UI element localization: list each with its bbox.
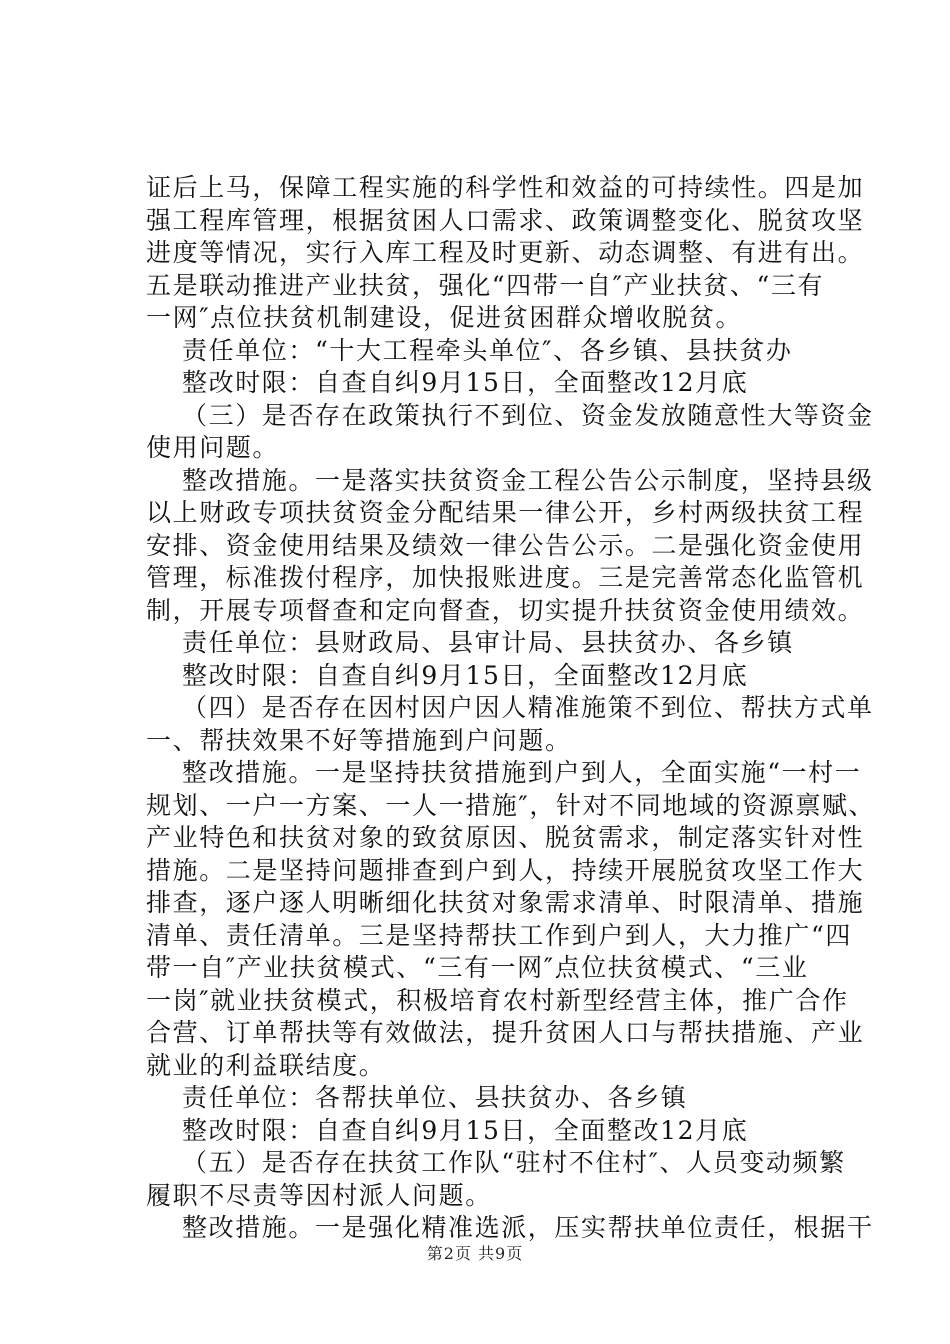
- text-line: 责任单位：县财政局、县审计局、县扶贫办、各乡镇: [182, 628, 794, 657]
- text-line: （三）是否存在政策执行不到位、资金发放随意性大等资金: [182, 400, 874, 430]
- text-line: 清单、责任清单。三是坚持帮扶工作到户到人，大力推广“四: [146, 920, 852, 950]
- text-line: 责任单位：各帮扶单位、县扶贫办、各乡镇: [182, 1083, 688, 1112]
- text-line: 管理，标准拨付程序，加快报账进度。三是完善常态化监管机: [146, 563, 865, 592]
- text-line: 一、帮扶效果不好等措施到户问题。: [146, 725, 572, 755]
- text-line: 规划、一户一方案、一人一措施″，针对不同地域的资源禀赋、: [146, 790, 876, 820]
- text-line: 产业特色和扶贫对象的致贫原因、脱贫需求，制定落实针对性: [146, 823, 865, 852]
- text-line: 排查，逐户逐人明晰细化扶贫对象需求清单、时限清单、措施: [146, 888, 865, 917]
- text-line: 安排、资金使用结果及绩效一律公告公示。二是强化资金使用: [146, 530, 865, 560]
- text-line: 整改时限：自查自纠9月15日，全面整改12月底: [182, 368, 749, 397]
- text-line: 履职不尽责等因村派人问题。: [146, 1180, 492, 1210]
- text-line: 合营、订单帮扶等有效做法，提升贫困人口与帮扶措施、产业: [146, 1018, 865, 1047]
- text-line: 带一自″产业扶贫模式、“三有一网″点位扶贫模式、“三业: [146, 953, 809, 982]
- text-line: 证后上马，保障工程实施的科学性和效益的可持续性。四是加: [146, 173, 865, 202]
- text-line: 整改措施。一是坚持扶贫措施到户到人，全面实施“一村一: [182, 758, 862, 787]
- text-line: 整改措施。一是强化精准选派，压实帮扶单位责任，根据干: [182, 1213, 874, 1242]
- text-line: 制，开展专项督查和定向督查，切实提升扶贫资金使用绩效。: [146, 595, 865, 625]
- text-line: 一网″点位扶贫机制建设，促进贫困群众增收脱贫。: [146, 303, 743, 332]
- text-line: （四）是否存在因村因户因人精准施策不到位、帮扶方式单: [182, 693, 874, 722]
- text-line: 以上财政专项扶贫资金分配结果一律公开，乡村两级扶贫工程: [146, 498, 865, 527]
- text-line: 整改时限：自查自纠9月15日，全面整改12月底: [182, 660, 749, 690]
- text-line: （五）是否存在扶贫工作队“驻村不住村″、人员变动频繁: [182, 1148, 846, 1177]
- text-line: 整改措施。一是落实扶贫资金工程公告公示制度，坚持县级: [182, 465, 874, 495]
- document-body: [146, 172, 876, 1245]
- text-line: 一岗″就业扶贫模式，积极培育农村新型经营主体，推广合作: [146, 985, 849, 1015]
- text-line: 措施。二是坚持问题排查到户到人，持续开展脱贫攻坚工作大: [146, 855, 865, 885]
- page-footer: 第2页 共9页: [426, 1244, 524, 1263]
- text-line: 进度等情况，实行入库工程及时更新、动态调整、有进有出。: [146, 238, 865, 267]
- text-line: 强工程库管理，根据贫困人口需求、政策调整变化、脱贫攻坚: [146, 205, 865, 235]
- text-line: 五是联动推进产业扶贫，强化“四带一自″产业扶贫、“三有: [146, 270, 825, 300]
- text-line: 就业的利益联结度。: [146, 1050, 386, 1080]
- text-line: 使用问题。: [146, 433, 280, 462]
- text-line: 责任单位：“十大工程牵头单位″、各乡镇、县扶贫办: [182, 335, 793, 365]
- text-line: 整改时限：自查自纠9月15日，全面整改12月底: [182, 1115, 749, 1145]
